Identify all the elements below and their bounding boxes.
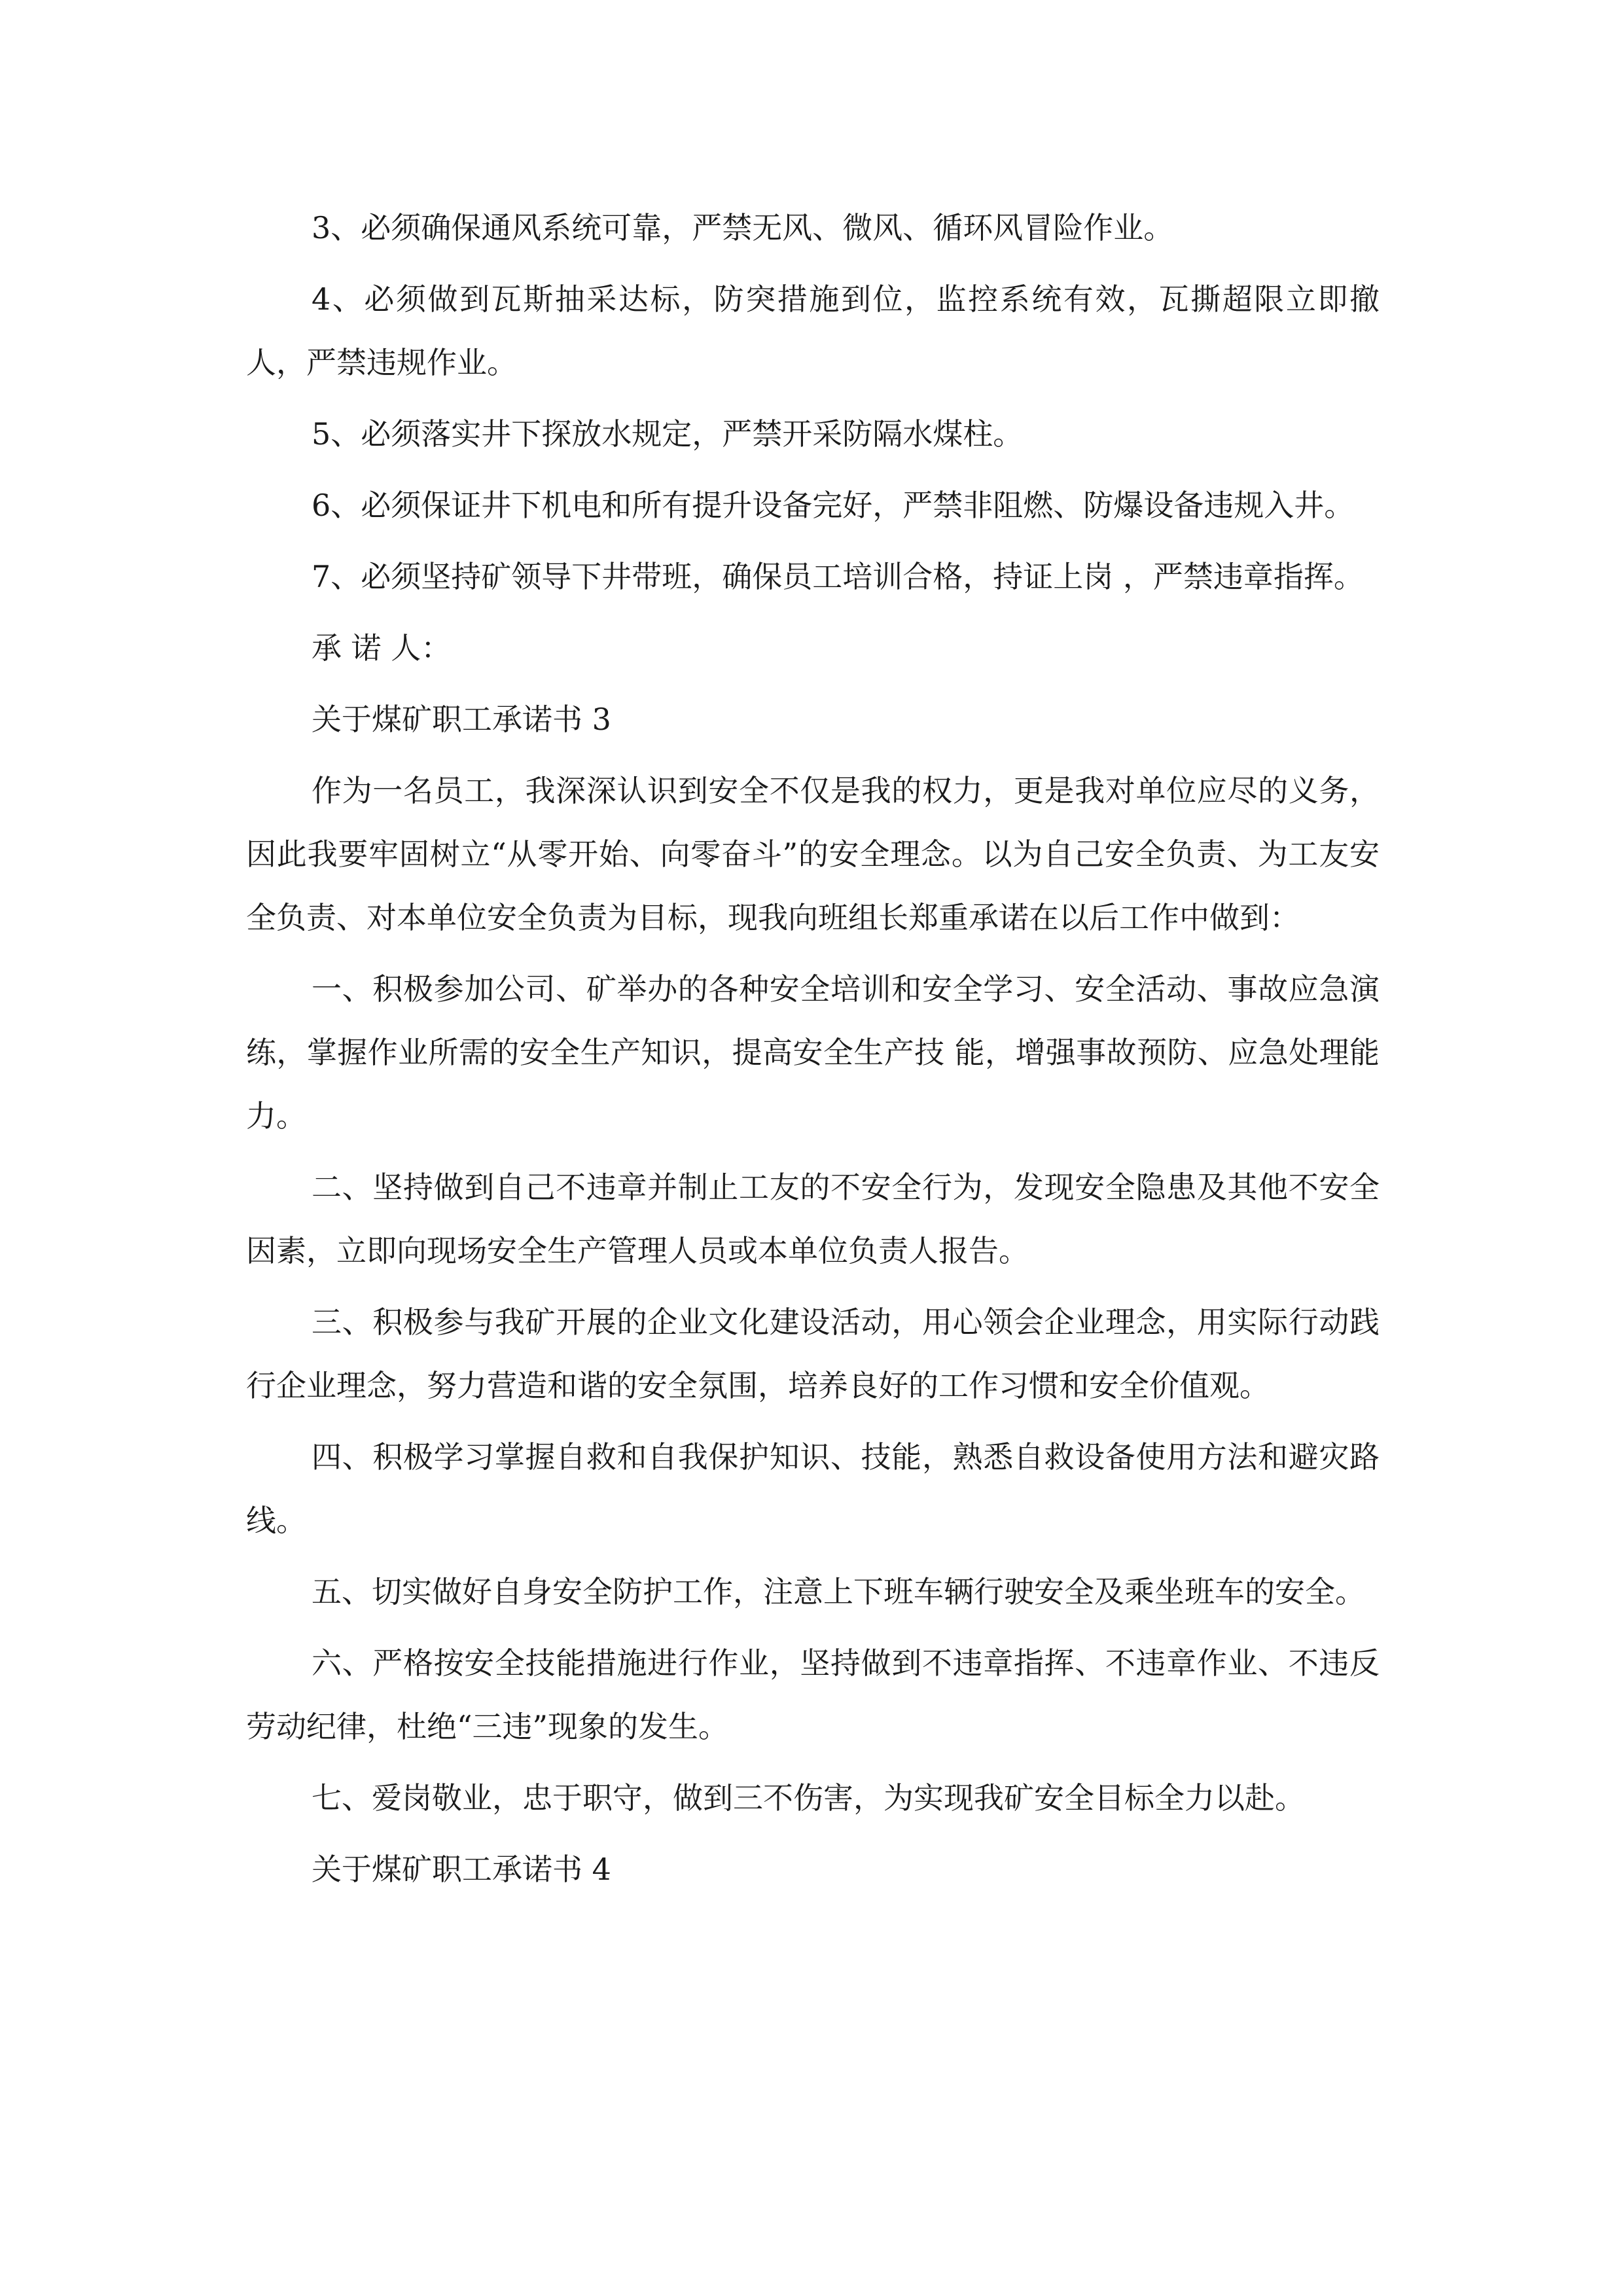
pledge-item-4: 四、积极学习掌握自救和自我保护知识、技能，熟悉自救设备使用方法和避灾路线。 [246,1439,1380,1538]
rule-item-6: 6、必须保证井下机电和所有提升设备完好，严禁非阻燃、防爆设备违规入井。 [312,488,1355,523]
rule-item-3: 3、必须确保通风系统可靠，严禁无风、微风、循环风冒险作业。 [312,210,1174,245]
rule-item-4: 4、必须做到瓦斯抽采达标，防突措施到位，监控系统有效，瓦撕超限立即撤人，严禁违规作业。 [246,281,1380,380]
document-body [246,196,1380,1909]
pledge-item-1: 一、积极参加公司、矿举办的各种安全培训和安全学习、安全活动、事故应急演练，掌握作业所需的安全生产知识，提高安全生产技 能，增强事故预防、应急处理能力。 [246,971,1380,1134]
section-4-title: 关于煤矿职工承诺书 4 [312,1852,611,1887]
section-3-title: 关于煤矿职工承诺书 3 [312,702,611,737]
pledge-item-3: 三、积极参与我矿开展的企业文化建设活动，用心领会企业理念，用实际行动践行企业理念，努力营造和谐的安全氛围，培养良好的工作习惯和安全价值观。 [246,1304,1380,1403]
pledge-item-5: 五、切实做好自身安全防护工作，注意上下班车辆行驶安全及乘坐班车的安全。 [312,1574,1365,1609]
pledge-item-7: 七、爱岗敬业，忠于职守，做到三不伤害，为实现我矿安全目标全力以赴。 [312,1780,1305,1816]
pledge-item-2: 二、坚持做到自己不违章并制止工友的不安全行为，发现安全隐患及其他不安全因素，立即向现场安全生产管理人员或本单位负责人报告。 [246,1170,1380,1268]
rule-item-5: 5、必须落实井下探放水规定，严禁开采防隔水煤柱。 [312,416,1024,452]
section-3-intro: 作为一名员工，我深深认识到安全不仅是我的权力，更是我对单位应尽的义务，因此我要牢固树立“从零开始、向零奋斗”的安全理念。以为自己安全负责、为工友安全负责、对本单位安全负责为目标，现我向班组长郑重承诺在以后工作中做到： [246,773,1380,935]
rule-item-7: 7、必须坚持矿领导下井带班，确保员工培训合格，持证上岗 ，严禁违章指挥。 [312,559,1364,594]
signatory-label: 承 诺 人： [312,630,452,666]
pledge-item-6: 六、严格按安全技能措施进行作业，坚持做到不违章指挥、不违章作业、不违反劳动纪律，杜绝“三违”现象的发生。 [246,1645,1380,1744]
